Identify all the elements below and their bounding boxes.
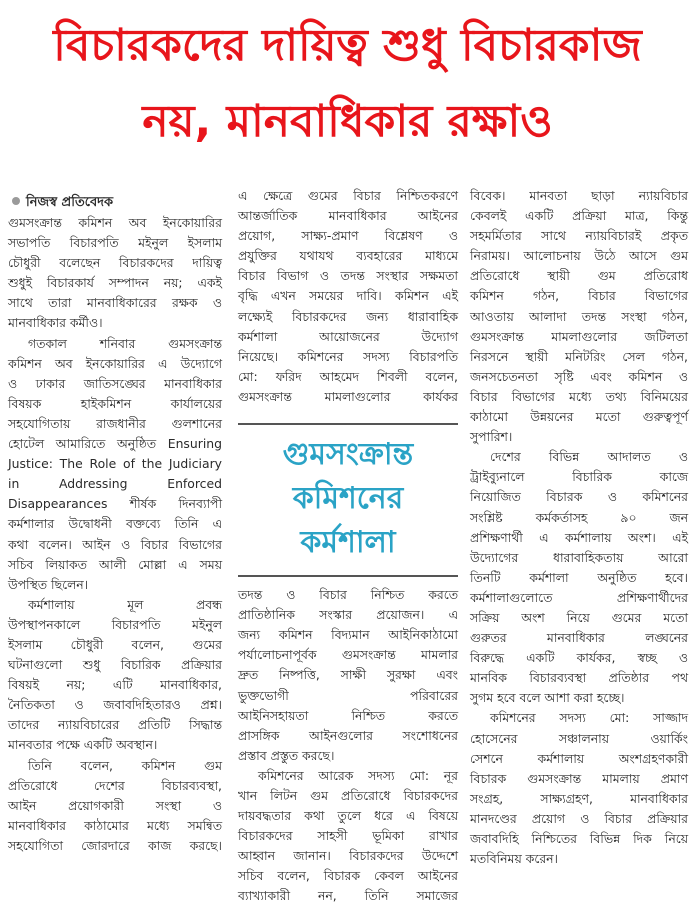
paragraph-line: সহমর্মিতার সাথে ন্যায়বিচারই প্রকৃত — [470, 228, 688, 244]
paragraph-line: তিনটি কর্মশালা অনুষ্ঠিত হবে। — [470, 569, 688, 585]
paragraph-line: ব্যাখ্যাকারী নন, তিনি সমাজের — [238, 888, 458, 904]
paragraph-line: দ্রুত নিষ্পত্তি, সাক্ষী সুরক্ষা এবং — [238, 667, 458, 683]
paragraph-line: বিবেক। মানবতা ছাড়া ন্যায়বিচার — [470, 188, 688, 203]
paragraph-line: সহযোগিতায় রাজধানীর গুলশানের — [8, 415, 222, 431]
paragraph-line: গুরুতর মানবাধিকার লঙ্ঘনের — [470, 630, 688, 646]
paragraph-line: উদ্যোগের ধারাবাহিকতায় আরো — [470, 549, 688, 565]
paragraph-line: পর্যালোচনাপূর্বক গুমসংক্রান্ত মামলার — [238, 647, 458, 663]
paragraph-line: কেবলই একটি প্রক্রিয়া মাত্র, কিন্তু — [470, 208, 688, 224]
subheading-line: কমিশনের — [292, 481, 404, 517]
headline-line-1: বিচারকদের দায়িত্ব শুধু বিচারকাজ — [53, 20, 642, 71]
paragraph-line: বৃদ্ধি এখন সময়ের দাবি। কমিশন এই — [238, 288, 458, 304]
paragraph-line: মানবাধিকার কাঠামোর মধ্যে সমন্বিত — [8, 817, 222, 833]
paragraph-line: উপস্থাপনকালে বিচারপতি মইনুল — [8, 616, 222, 632]
paragraph-line: সংশ্লিষ্ট কর্মকর্তাসহ ৯০ জন — [470, 509, 688, 525]
paragraph-line: তাদের ন্যায়বিচারের প্রতিটি সিদ্ধান্ত — [8, 717, 222, 733]
paragraph-line: লক্ষ্যেই বিচারকদের জন্য ধারাবাহিক — [238, 308, 458, 324]
paragraph-line: সাথে তারা মানবাধিকারের রক্ষক ও — [8, 295, 222, 311]
paragraph-line: আন্তর্জাতিক মানবাধিকার আইনের — [238, 208, 458, 224]
paragraph-line: প্রস্তাব প্রস্তুত করছে। — [238, 747, 335, 763]
paragraph-line: সংগ্রহ, সাক্ষ্যগ্রহণ, মানবাধিকার — [470, 790, 688, 806]
paragraph-line: শুধুই বিচারকার্য সম্পাদন নয়; একই — [8, 275, 222, 291]
paragraph-line: গতকাল শনিবার গুমসংক্রান্ত — [28, 335, 222, 351]
byline-text: নিজস্ব প্রতিবেদক — [26, 195, 114, 210]
paragraph-line: গুমসংক্রান্ত মামলাগুলোর জটিলতা — [470, 328, 688, 344]
paragraph-line: মানদণ্ডের প্রয়োগ ও বিচার প্রক্রিয়ার — [470, 810, 688, 826]
paragraph-line: সহযোগিতা জোরদারে কাজ করছে। — [8, 837, 222, 853]
paragraph-line: সেশনে কর্মশালায় অংশগ্রহণকারী — [470, 750, 688, 766]
paragraph-line: বিষয়ই নয়; এটি মানবাধিকার, — [8, 677, 222, 693]
paragraph-line: Justice: The Role of the Judiciary — [8, 456, 222, 472]
paragraph-line: চৌধুরী বলেছেন বিচারকদের দায়িত্ব — [8, 255, 222, 271]
headline — [10, 8, 685, 160]
paragraph-line: কমিশনের সদস্য মো: সাজ্জাদ — [490, 710, 688, 726]
paragraph-line: কর্মশালাগুলোতে প্রশিক্ষণার্থীদের — [470, 589, 688, 605]
paragraph-line: প্রতিরোধে স্থায়ী গুম প্রতিরোধ — [470, 268, 688, 284]
paragraph-line: সুপারিশ। — [470, 429, 513, 445]
subheading-line: কর্মশালা — [300, 525, 396, 561]
paragraph-line: প্রশিক্ষণার্থী এ কর্মশালায় অংশ। এই — [470, 529, 688, 545]
paragraph-line: কমিশন অব ইনকোয়ারির এ উদ্যোগে — [8, 355, 222, 371]
paragraph-line: দায়বদ্ধতার কথা তুলে ধরে এ বিষয়ে — [238, 808, 458, 824]
paragraph-line: কমিশনের আরেক সদস্য মো: নূর — [258, 767, 458, 783]
article-column-3 — [470, 186, 688, 869]
paragraph-line: দেশের বিভিন্ন আদালত ও — [490, 449, 688, 465]
paragraph-line: in Addressing Enforced — [8, 476, 222, 492]
paragraph-line: ইসলাম চৌধুরী বলেন, গুমের — [8, 636, 222, 652]
paragraph-line: নিয়েছে। কমিশনের সদস্য বিচারপতি — [238, 348, 458, 364]
paragraph-line: ঘটনাগুলো শুধু বিচারিক প্রক্রিয়ার — [8, 657, 222, 673]
paragraph-line: সক্রিয় অংশ নিয়ে গুমের মতো — [470, 609, 688, 625]
paragraph-line: সচিব লিয়াকত আলী মোল্লা এ সময় — [8, 556, 222, 572]
paragraph-line: মানবিক বিচারব্যবস্থা প্রতিষ্ঠার পথ — [470, 670, 688, 686]
paragraph-line: বিষয়ক হাইকমিশন কার্যালয়ের — [8, 395, 222, 411]
paragraph-line: কাঠামো উন্নয়নের মতো গুরুত্বপূর্ণ — [470, 409, 688, 425]
byline — [8, 193, 222, 213]
paragraph-line: তদন্ত ও বিচার নিশ্চিত করতে — [238, 587, 458, 603]
subheading-line: গুমসংক্রান্ত — [282, 437, 414, 473]
paragraph-line: কর্মশালা আয়োজনের উদ্যোগ — [238, 328, 458, 344]
paragraph-line: বিচার বিভাগ ও তদন্ত সংস্থার সক্ষমতা — [238, 268, 458, 284]
article-column-2 — [238, 186, 458, 907]
paragraph-line: ট্রাইব্যুনালে বিচারিক কাজে — [470, 469, 688, 485]
paragraph-line: মো: ফরিদ আহমেদ শিবলী বলেন, — [238, 368, 458, 384]
paragraph-line: নিরাময়। আলোচনায় উঠে আসে গুম — [470, 248, 688, 264]
paragraph-line: Disappearances শীর্ষক দিনব্যাপী — [8, 496, 222, 512]
paragraph-line: জন্য কমিশন বিদ্যমান আইনিকাঠামো — [238, 627, 458, 643]
paragraph-line: কমিশন গঠন, বিচার বিভাগের — [470, 288, 688, 304]
headline-line-2: নয়, মানবাধিকার রক্ষাও — [142, 96, 553, 147]
paragraph-line: খান লিটন গুম প্রতিরোধে বিচারকদের — [238, 787, 458, 803]
paragraph-line: বিচারকদের সাহসী ভূমিকা রাখার — [238, 828, 458, 844]
paragraph-line: জবাবদিহি নিশ্চিতের বিভিন্ন দিক নিয়ে — [470, 831, 688, 846]
paragraph-line: কর্মশালায় মূল প্রবন্ধ — [28, 596, 222, 612]
paragraph-line: প্রযুক্তির যথাযথ ব্যবহারের মাধ্যমে — [238, 248, 458, 264]
paragraph-line: সুগম হবে বলে আশা করা হচ্ছে। — [470, 690, 625, 706]
paragraph-line: হোটেল আমারিতে অনুষ্ঠিত Ensuring — [8, 436, 222, 452]
article-column-1 — [8, 193, 222, 856]
paragraph-line: আওতায় আলাদা তদন্ত সংস্থা গঠন, — [470, 308, 688, 324]
paragraph-line: গুমসংক্রান্ত মামলাগুলোর কার্যকর — [238, 388, 458, 404]
paragraph-line: মানবতার পক্ষে একটি অবস্থান। — [8, 737, 158, 753]
paragraph-line: প্রাসঙ্গিক আইনগুলোর সংশোধনের — [238, 727, 458, 743]
paragraph-line: কর্মশালার উদ্বোধনী বক্তব্যে তিনি এ — [8, 516, 222, 532]
paragraph-line: গুমসংক্রান্ত কমিশন অব ইনকোয়ারির — [8, 215, 222, 230]
paragraph-line: এ ক্ষেত্রে গুমের বিচার নিশ্চিতকরণে — [238, 188, 458, 203]
paragraph-line: বিরুদ্ধে একটি কার্যকর, স্বচ্ছ ও — [470, 650, 688, 666]
paragraph-line: বিচার বিভাগের মধ্যে তথ্য বিনিময়ের — [470, 388, 688, 404]
paragraph-line: নৈতিকতা ও জবাবদিহিতারও প্রশ্ন। — [8, 697, 222, 713]
paragraph-line: প্রতিরোধে দেশের বিচারব্যবস্থা, — [8, 777, 222, 793]
paragraph-line: নিয়োজিত বিচারক ও কমিশনের — [470, 489, 688, 505]
paragraph-line: সভাপতি বিচারপতি মইনুল ইসলাম — [8, 235, 222, 251]
paragraph-line: হোসেনের সঞ্চালনায় ওয়ার্কিং — [470, 730, 688, 746]
paragraph-line: কথা বলেন। আইন ও বিচার বিভাগের — [8, 536, 222, 552]
paragraph-line: ও ঢাকার জাতিসঙ্ঘের মানবাধিকার — [8, 375, 222, 391]
paragraph-line: প্রাতিষ্ঠানিক সংস্কার প্রয়োজন। এ — [238, 607, 458, 623]
paragraph-line: আইন প্রয়োগকারী সংস্থা ও — [8, 797, 222, 813]
subheading-box — [238, 423, 458, 577]
paragraph-line: তিনি বলেন, কমিশন গুম — [28, 757, 222, 773]
paragraph-line: ভুক্তভোগী পরিবারের — [238, 687, 458, 703]
paragraph-line: সচিব বলেন, বিচারক কেবল আইনের — [238, 868, 458, 884]
bullet-icon — [12, 197, 20, 205]
paragraph-line: মানবাধিকার কর্মীও। — [8, 315, 103, 331]
paragraph-line: জনসচেতনতা সৃষ্টি এবং কমিশন ও — [470, 368, 688, 384]
paragraph-line: বিচারক গুমসংক্রান্ত মামলায় প্রমাণ — [470, 770, 688, 786]
paragraph-line: মতবিনিময় করেন। — [470, 851, 558, 867]
paragraph-line: নিরসনে স্থায়ী মনিটরিং সেল গঠন, — [470, 348, 688, 364]
paragraph-line: আহ্বান জানান। বিচারকদের উদ্দেশে — [238, 848, 458, 864]
paragraph-line: আইনিসহায়তা নিশ্চিত করতে — [238, 707, 458, 723]
paragraph-line: প্রয়োগ, সাক্ষ্য-প্রমাণ বিশ্লেষণ ও — [238, 228, 458, 244]
paragraph-line: উপস্থিত ছিলেন। — [8, 576, 89, 592]
